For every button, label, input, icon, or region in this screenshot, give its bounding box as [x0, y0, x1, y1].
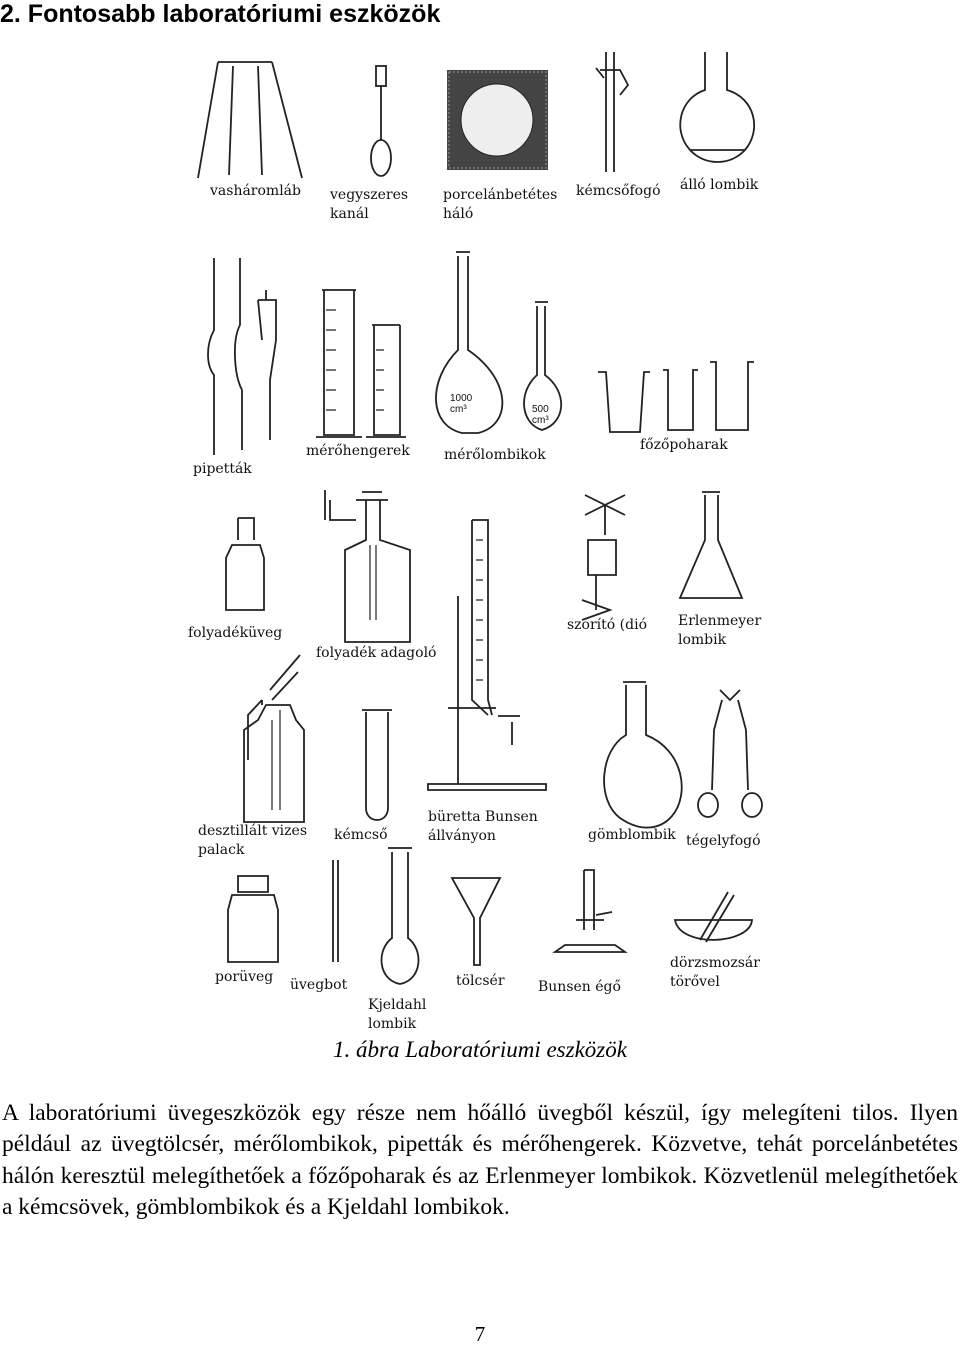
- label-flat-flask: álló lombik: [680, 177, 759, 193]
- funnel-drawing: [452, 878, 500, 965]
- label-pipettes: pipetták: [193, 461, 252, 477]
- label-500-cm3: 500 cm³: [532, 404, 549, 426]
- label-1000-cm3: 1000 cm³: [450, 393, 473, 415]
- label-powder-bottle: porüveg: [215, 969, 274, 985]
- body-paragraph: A laboratóriumi üvegeszközök egy része nem hőálló üvegből készül, így melegíteni tilos. Ilyen például az üvegtölcsér, mérőlombikok, pipetták és mérőhengerek. Közvetve, tehát porcelánbetétes hálón keresztül melegíthetőek a főzőpoharak és az Erlenmeyer lombikok. Közvetlenül melegíthetőek a kémcsövek, gömblombikok és a Kjeldahl lombikok.: [2, 1100, 958, 1220]
- label-wire-gauze: porcelánbetétes háló: [443, 187, 558, 222]
- wash-bottle-drawing: [244, 655, 304, 822]
- label-test-tube: kémcső: [334, 827, 388, 843]
- label-wash-bottle: desztillált vizes palack: [198, 823, 307, 858]
- label-crucible-tongs: tégelyfogó: [686, 833, 761, 849]
- label-spoon: vegyszeres kanál: [330, 187, 409, 222]
- label-kjeldahl: Kjeldahl lombik: [368, 997, 427, 1032]
- figure-caption: 1. ábra Laboratóriumi eszközök: [333, 1037, 627, 1062]
- reagent-bottle-drawing: [226, 518, 264, 610]
- label-test-tube-holder: kémcsőfogó: [576, 183, 661, 199]
- flat-bottom-flask-drawing: [680, 52, 754, 162]
- kjeldahl-flask-drawing: [382, 848, 419, 984]
- burette-stand-drawing: [428, 520, 546, 790]
- clamp-drawing: [582, 495, 625, 620]
- glass-rod-drawing: [333, 860, 338, 962]
- label-erlenmeyer: Erlenmeyer lombik: [678, 613, 762, 648]
- wire-gauze-drawing: [447, 70, 548, 170]
- label-bunsen: Bunsen égő: [538, 979, 621, 995]
- label-round-flask: gömblombik: [588, 827, 676, 843]
- graduated-cylinders-drawing: [316, 290, 406, 437]
- mortar-pestle-drawing: [675, 892, 752, 942]
- dispenser-bottle-drawing: [325, 490, 410, 642]
- beakers-drawing: [598, 362, 754, 432]
- label-mortar: dörzsmozsár törővel: [670, 955, 760, 990]
- label-dispenser: folyadék adagoló: [316, 645, 437, 661]
- label-volumetric-flasks: mérőlombikok: [444, 447, 546, 463]
- label-funnel: tölcsér: [456, 973, 505, 989]
- spoon-drawing: [371, 66, 391, 176]
- bunsen-burner-drawing: [555, 870, 625, 952]
- pipettes-drawing: [208, 258, 276, 455]
- section-heading: 2. Fontosabb laboratóriumi eszközök: [0, 0, 441, 28]
- label-reagent-bottle: folyadéküveg: [188, 625, 283, 641]
- tripod-drawing: [198, 62, 302, 178]
- erlenmeyer-flask-drawing: [680, 492, 742, 598]
- round-bottom-flask-drawing: [604, 682, 682, 828]
- label-tripod: vasháromláb: [210, 183, 301, 199]
- powder-bottle-drawing: [228, 876, 278, 962]
- test-tube-drawing: [362, 710, 392, 820]
- label-cylinders: mérőhengerek: [306, 443, 410, 459]
- page-number: 7: [474, 1322, 486, 1346]
- label-glass-rod: üvegbot: [290, 977, 348, 993]
- crucible-tongs-drawing: [698, 690, 762, 817]
- test-tube-holder-drawing: [596, 52, 628, 172]
- label-beakers: főzőpoharak: [640, 437, 728, 453]
- label-clamp: szorító (dió: [567, 617, 647, 633]
- label-burette: büretta Bunsen állványon: [428, 809, 538, 844]
